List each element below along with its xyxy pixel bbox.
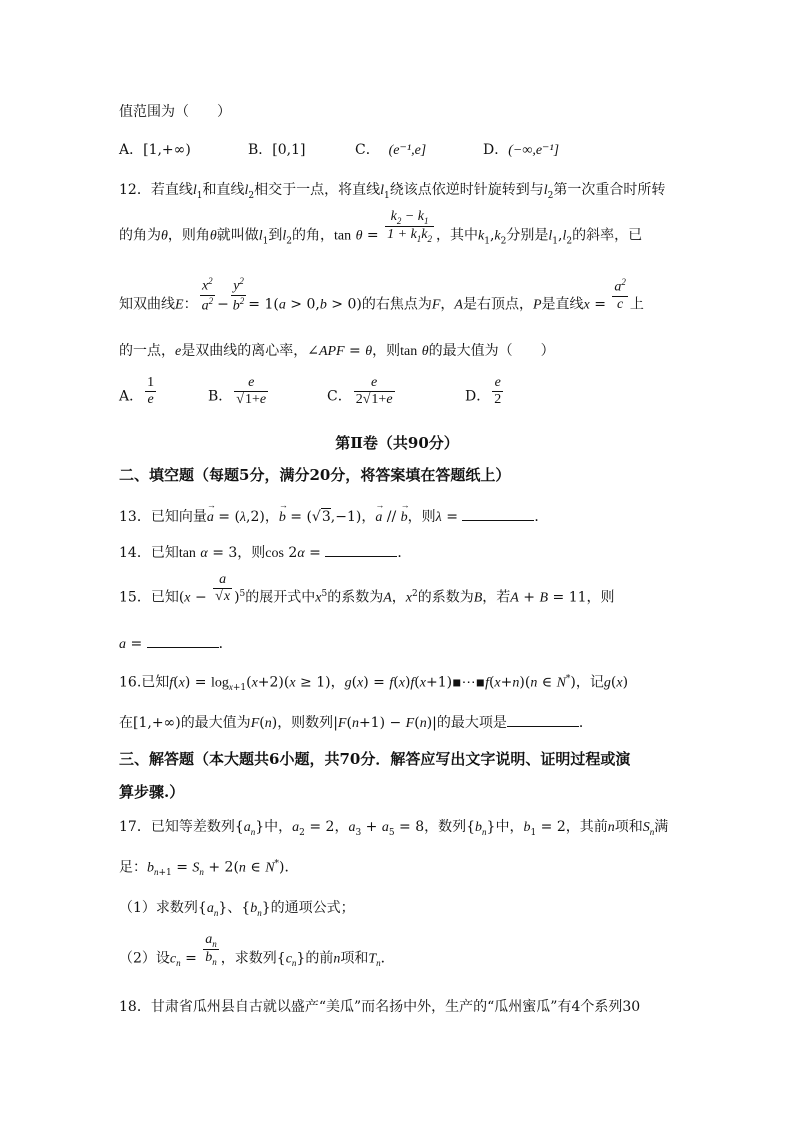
q17-part-1: （1）求数列$\{a_n\}$、$\{b_n\}$的通项公式； bbox=[119, 900, 355, 918]
q12-line-2: 的角为θ，则角θ就叫做$l_1$到$l_2$的角，tan θ = $\frac{k_2 - k_1}{1 + k_1k_2}$ ，其中$k_1,k_2$分别是$l_1,l_2$的斜率，已 bbox=[119, 209, 643, 247]
q12-line-3: 知双曲线E： $\frac{x^2}{a^2}$ − $\frac{y^2}{b^2}$ = 1(a > 0,b > 0)的右焦点为F，A是右顶点，P是直线x = $\frac{a^2}{c}$ 上 bbox=[119, 276, 644, 314]
q13: 13．已知向量→ a = (λ,2)，→ b = (√3,−1)，→ a // → b，则λ = ． bbox=[119, 508, 548, 525]
q12-option-a: A． $\frac{1}{e}$ bbox=[119, 375, 155, 408]
section3-title-line-2: 算步骤.） bbox=[119, 783, 185, 801]
q12-option-d: D． $\frac{e}{2}$ bbox=[465, 375, 502, 408]
q18-line-1: 18．甘肃省瓜州县自古就以盛产“美瓜”而名扬中外，生产的“瓜州蜜瓜”有4个系列30 bbox=[119, 999, 641, 1015]
q11-continuation: 值范围为（ ） bbox=[119, 104, 231, 120]
section3-title-line-1: 三、解答题（本大题共6小题，共70分．解答应写出文字说明、证明过程或演 bbox=[119, 750, 631, 768]
q17-line-2: 足：$b_{n+1} = S_n + 2(n$ ∈ N*)． bbox=[119, 859, 299, 879]
q16-line-1: 16.已知$f(x) = \log_{x+1}(x+2)(x \ge 1)$，g(x) = f(x)f(x+1)▪⋯▪f(x+n)(n ∈ N*)，记g(x) bbox=[119, 674, 629, 694]
part2-title: 第Ⅱ卷（共90分） bbox=[335, 434, 459, 452]
section2-title: 二、填空题（每题5分，满分20分，将答案填在答题纸上） bbox=[119, 466, 511, 484]
q11-option-d: D．(−∞,e⁻¹] bbox=[483, 142, 560, 158]
q17-part-2: （2）设$c_n$ = $\frac{a_n}{b_n}$ ，求数列$\{c_n\}$的前n项和$T_n$． bbox=[119, 932, 395, 969]
q11-option-b: B．[0,1] bbox=[248, 142, 306, 158]
q14: 14．已知tan α = 3，则cos 2α = ． bbox=[119, 545, 412, 561]
q16-line-2: 在[1,+∞)的最大值为F(n)，则数列|F(n+1) − F(n)|的最大项是 ． bbox=[119, 715, 593, 731]
q15-line-2: a = ． bbox=[119, 636, 233, 652]
q12-line-1: 12．若直线$l_1$和直线$l_2$相交于一点，将直线$l_1$绕该点依逆时针旋转到与$l_2$第一次重合时所转 bbox=[119, 182, 666, 201]
q12-option-c: C． $\frac{e}{2√1+e}$ bbox=[327, 375, 393, 408]
q17-line-1: 17．已知等差数列$\{a_n\}$中，$a_2 = 2$，$a_3 + a_5 = 8$，数列$\{b_n\}$中，$b_1 = 2$，其前n项和$S_n$满 bbox=[119, 819, 669, 838]
q11-option-c: C． (e⁻¹,e] bbox=[355, 142, 427, 158]
q11-option-a: A．[1,+∞) bbox=[119, 142, 191, 158]
q12-line-4: 的一点，e是双曲线的离心率，∠APF = θ，则tan θ的最大值为（ ） bbox=[119, 343, 555, 359]
q12-option-b: B． $\frac{e}{√1+e}$ bbox=[208, 375, 267, 408]
q15-line-1: 15．已知(x − $\frac{a}{√x}$ )$^5$的展开式中$x^5$的系数为A，$x^2$的系数为B，若A + B = 11，则 bbox=[119, 572, 615, 606]
